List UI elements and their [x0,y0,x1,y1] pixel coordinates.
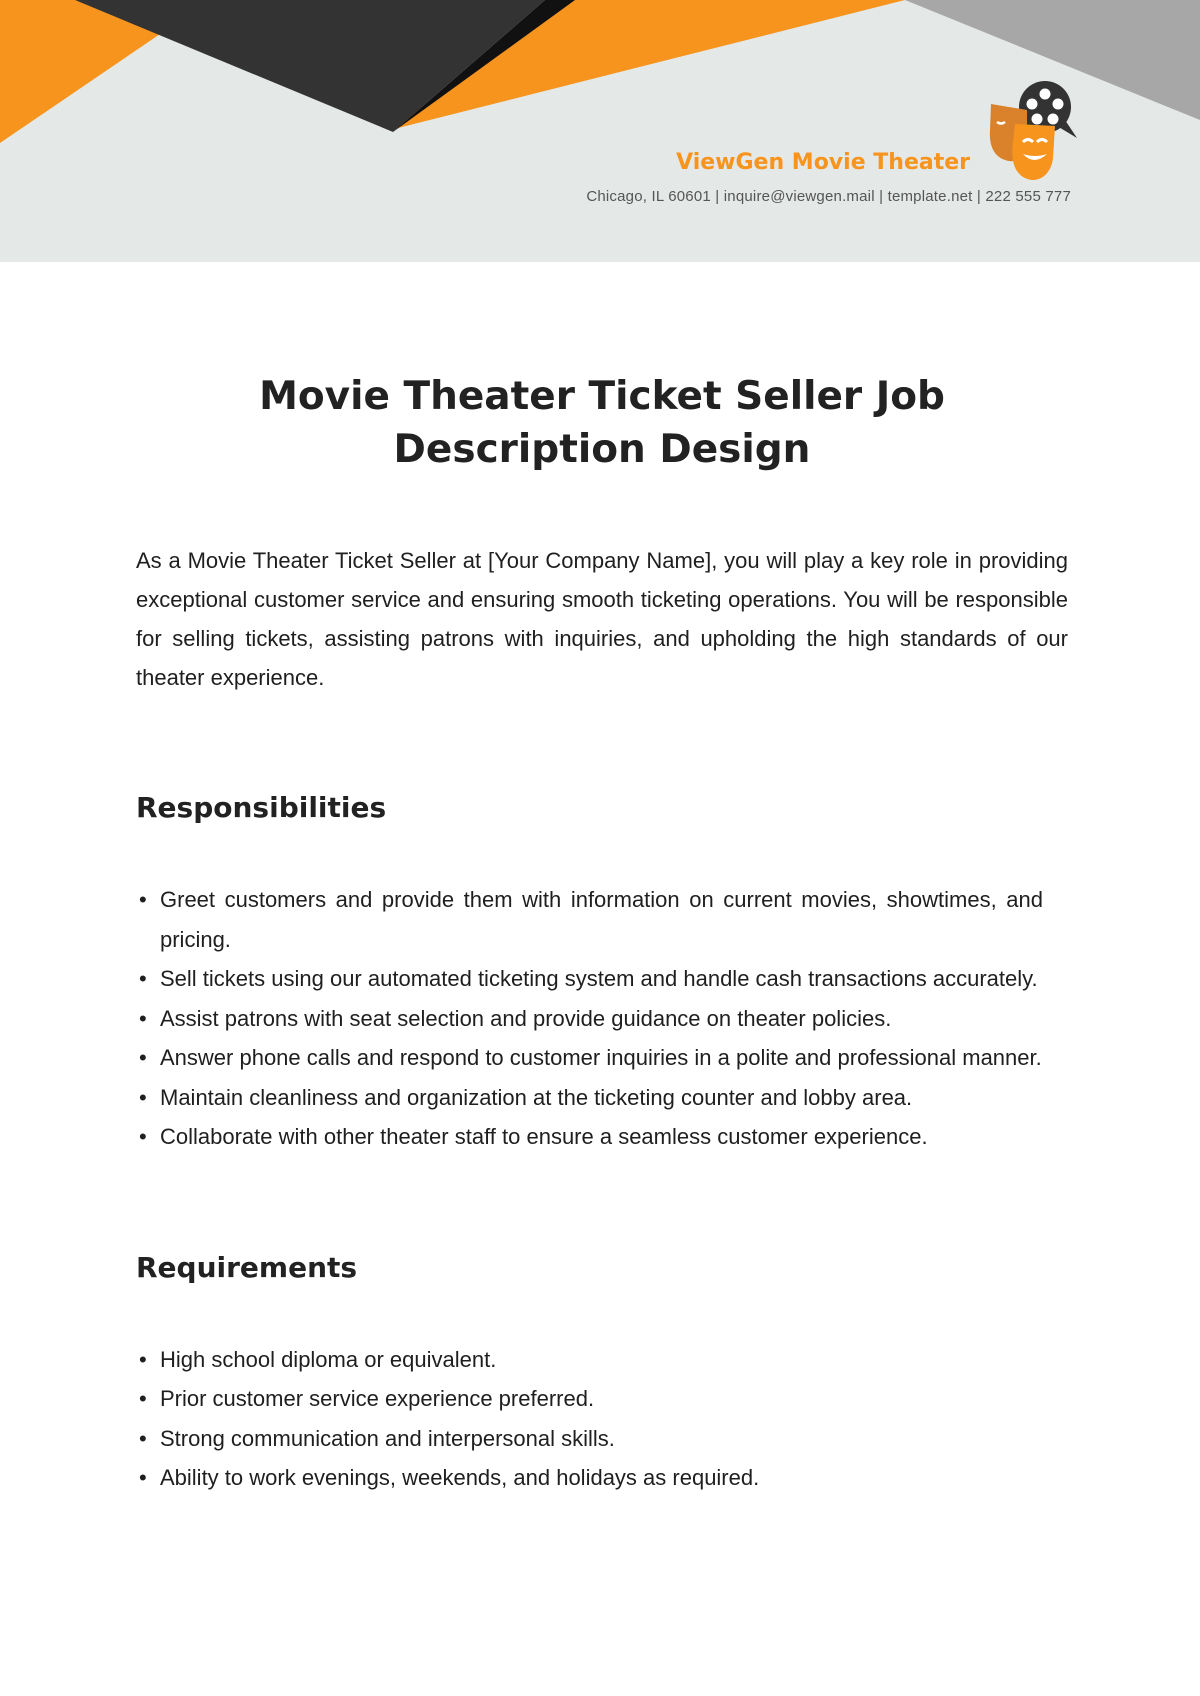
page-title: Movie Theater Ticket Seller Job Description Design [259,374,945,472]
list-item: • Sell tickets using our automated ticketing system and handle cash transactions accurately. [139,966,1038,991]
list-item: • Collaborate with other theater staff to ensure a seamless customer experience. [139,1124,928,1149]
theater-masks-film-reel-icon [985,80,1080,186]
list-item: • Answer phone calls and respond to customer inquiries in a polite and professional manner. [139,1045,1042,1070]
list-item-text: Assist patrons with seat selection and provide guidance on theater policies. [160,1005,892,1031]
document-header [0,0,1200,262]
list-item-text: Strong communication and interpersonal skills. [160,1425,615,1451]
list-item: • Maintain cleanliness and organization at the ticketing counter and lobby area. [139,1084,913,1110]
company-name: ViewGen Movie Theater [676,150,970,175]
responsibilities-list [136,880,1043,1157]
contact-address: Chicago, IL 60601 | [586,188,720,205]
contact-website: | template.net [879,188,977,205]
list-item: • Strong communication and interpersonal skills. [139,1425,615,1451]
list-item-text: Answer phone calls and respond to customer inquiries in a polite and professional manner. [160,1045,1042,1070]
requirements-heading: Requirements [136,1250,358,1284]
list-item-text: Maintain cleanliness and organization at the ticketing counter and lobby area. [160,1084,913,1110]
list-item: • Assist patrons with seat selection and provide guidance on theater policies. [139,1005,892,1031]
list-item-text: Ability to work evenings, weekends, and holidays as required. [160,1465,760,1490]
list-item-text: Sell tickets using our automated ticketing system and handle cash transactions accurately. [160,966,1038,991]
list-item-text: Prior customer service experience preferred. [160,1386,595,1411]
list-item: • High school diploma or equivalent. [139,1346,497,1372]
list-item: • Prior customer service experience preferred. [139,1386,595,1411]
list-item: • Greet customers and provide them with information on current movies, showtimes, and pricing. [139,887,1043,952]
requirements-list [136,1340,1043,1498]
contact-phone: | 222 555 777 [976,188,1071,205]
list-item: • Ability to work evenings, weekends, and holidays as required. [139,1465,760,1490]
list-item-text: Collaborate with other theater staff to ensure a seamless customer experience. [160,1124,928,1149]
responsibilities-heading: Responsibilities [136,791,387,824]
contact-email: inquire@viewgen.mail [719,188,880,205]
list-item-text: Greet customers and provide them with information on current movies, showtimes, and pricing. [160,887,1043,952]
document-body [136,370,1068,1498]
intro-paragraph: As a Movie Theater Ticket Seller at [Your Company Name], you will play a key role in providing exceptional customer service and ensuring smooth ticketing operations. You will be responsible for selling tickets, assisting patrons with inquiries, and upholding the high standards of our theater experience. [136,548,1068,690]
list-item-text: High school diploma or equivalent. [160,1346,497,1372]
contact-line [586,188,1071,205]
